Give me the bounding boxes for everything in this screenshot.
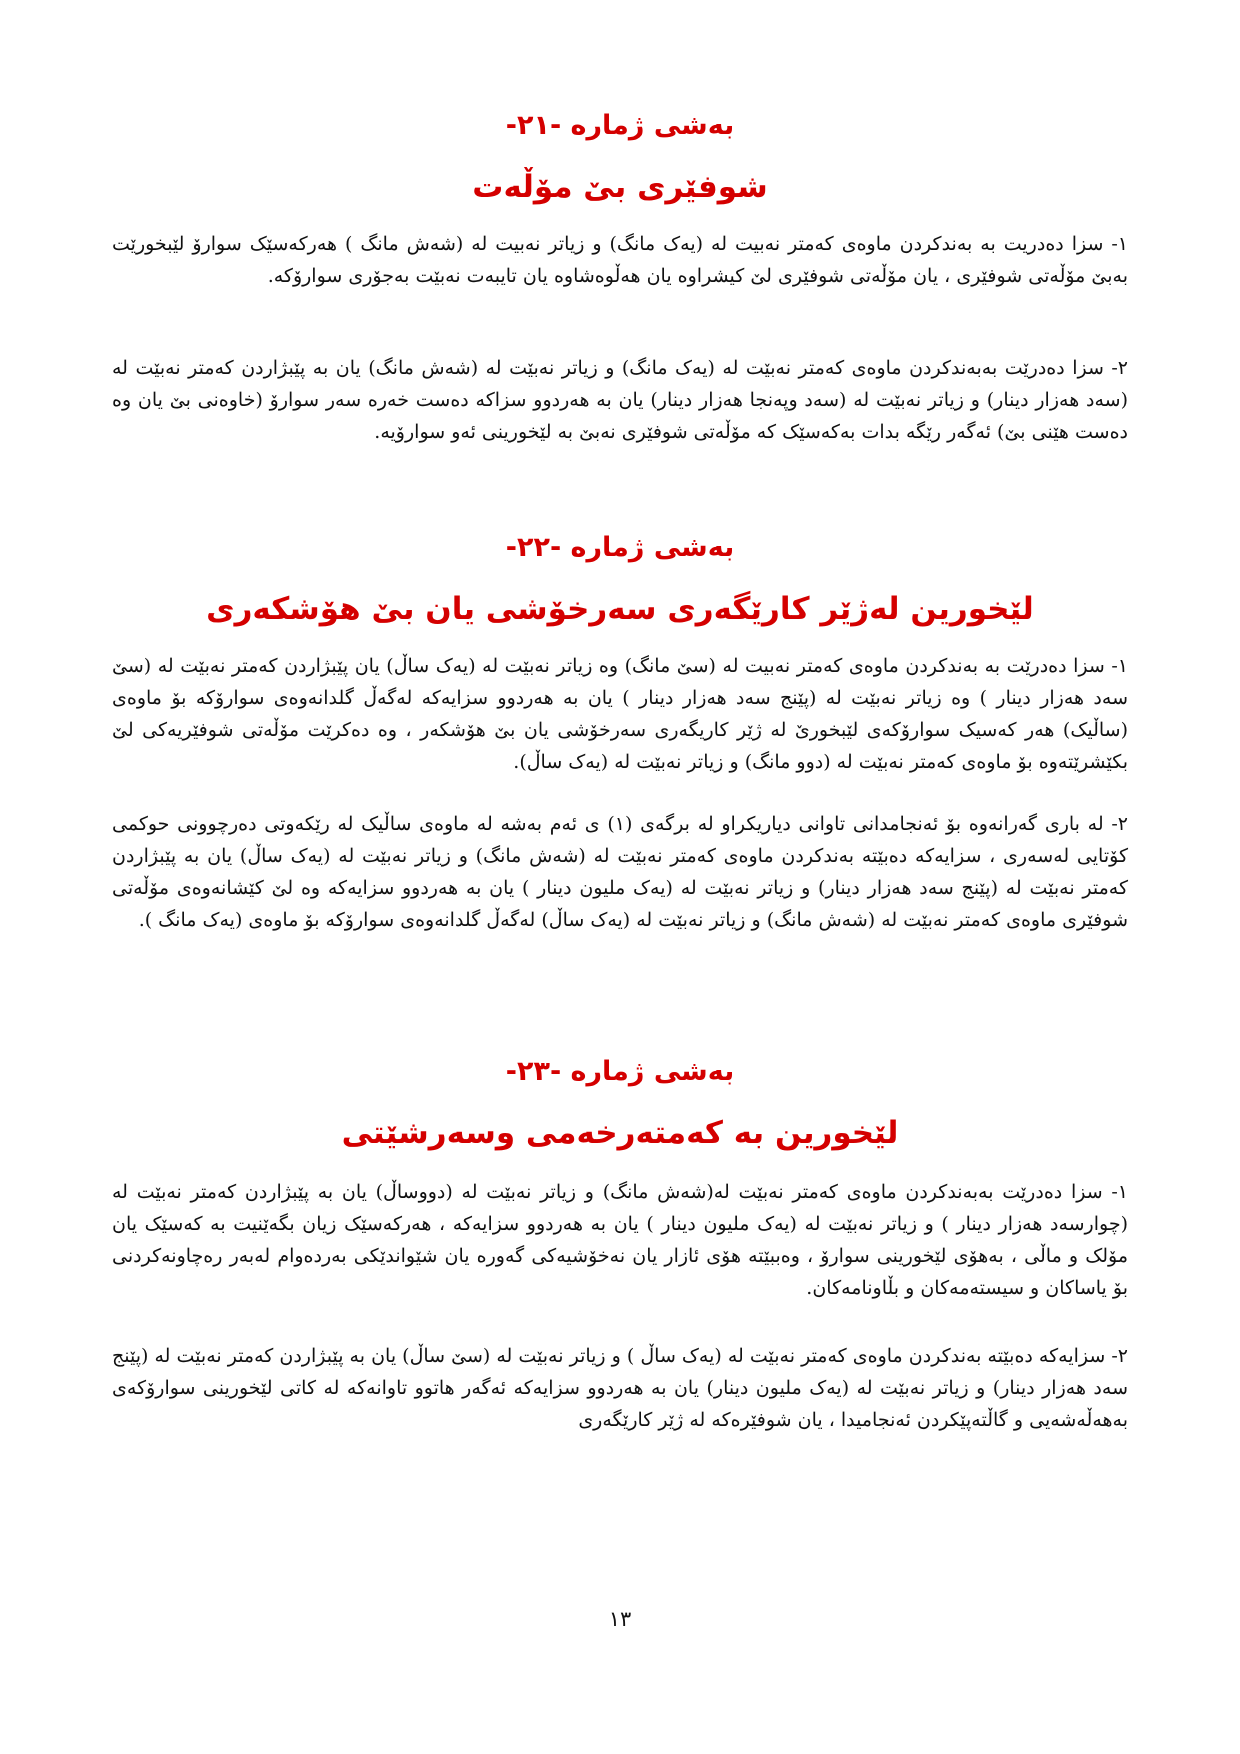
section-22-paragraph-2: ٢- لە باری گەرانەوە بۆ ئەنجامدانی تاوانی دیاریکراو لە برگەی (١) ی ئەم بەشە لە ماوەی ساڵیک لە رێکەوتی دەرچوونی حوکمی کۆتایی لەسەری ، سزایەکە دەبێتە بەندکردن ماوەی کەمتر نەبێت لە (شەش مانگ) و زیاتر نەبێت لە (یەک ساڵ) یان بە پێبژاردن کەمتر نەبێت لە (پێنج سەد هەزار دینار) و زیاتر نەبێت لە (یەک ملیون دینار ) یان بە هەردوو سزایەکە وە لێ کێشانەوەی مۆڵەتی شوفێری ماوەی کەمتر نەبێت لە (شەش مانگ) و زیاتر نەبێت لە (یەک ساڵ) لەگەڵ گلدانەوەی سوارۆکە بۆ ماوەی (یەک مانگ ). — [112, 813, 1128, 931]
section-23-number: بەشی ژمارە -٢٣- — [505, 1056, 735, 1087]
section-22-number: بەشی ژمارە -٢٢- — [505, 532, 735, 563]
section-22-paragraph-1: ١- سزا دەدرێت بە بەندکردن ماوەی کەمتر نەبیت لە (سێ مانگ) وە زیاتر نەبێت لە (یەک ساڵ) یان پێبژاردن کەمتر نەبێت لە (سێ سەد هەزار دینار ) وە زیاتر نەبێت لە (پێنج سەد هەزار دینار ) یان بە هەردوو سزایەکە لەگەڵ گلدانەوەی سوارۆکە بۆ ماوەی (ساڵیک) هەر کەسیک سوارۆکەی لێبخورێ لە ژێر کاریگەری سەرخۆشی یان بێ هۆشکەر ، وە دەکرێت مۆڵەتی شوفێریەکی لێ بکێشرێتەوە بۆ ماوەی کەمتر نەبێت لە (دوو مانگ) و زیاتر نەبێت لە (یەک ساڵ). — [112, 655, 1128, 773]
section-23-title: لێخورین بە کەمتەرخەمی وسەرشێتی — [341, 1115, 899, 1151]
section-21-paragraph-2: ٢- سزا دەدرێت بەبەندکردن ماوەی کەمتر نەبێت لە (یەک مانگ) و زیاتر نەبێت لە (شەش مانگ) یان بە پێبژاردن کەمتر نەبێت لە (سەد هەزار دینار) و زیاتر نەبێت لە (سەد وپەنجا هەزار دینار) یان بە هەردوو سزاکە دەست خەرە سەر سوارۆ (خاوەنی بێ یان وە دەست هێنی بێ) ئەگەر رێگە بدات بەکەسێک کە مۆڵەتی شوفێری نەبێ بە لێخورینی ئەو سوارۆیە. — [112, 357, 1128, 443]
section-23-paragraph-2: ٢- سزایەکە دەبێتە بەندکردن ماوەی کەمتر نەبێت لە (یەک ساڵ ) و زیاتر نەبێت لە (سێ ساڵ) یان بە پێبژاردن کەمتر نەبێت لە (پێنج سەد هەزار دینار) و زیاتر نەبێت لە (یەک ملیون دینار) یان بە هەردوو سزایەکە ئەگەر هاتوو تاوانەکە لە کاتی لێخورینی سوارۆکەی بەهەڵەشەیی و گاڵتەپێکردن ئەنجامیدا ، یان شوفێرەکە لە ژێر کارێگەری — [112, 1345, 1128, 1431]
section-23-paragraph-1: ١- سزا دەدرێت بەبەندکردن ماوەی کەمتر نەبێت لە(شەش مانگ) و زیاتر نەبێت لە (دووساڵ) یان بە پێبژاردن کەمتر نەبێت لە (چوارسەد هەزار دینار ) و زیاتر نەبێت لە (یەک ملیون دینار ) یان بە هەردوو سزایەکە ، هەرکەسێک زیان بگەێنیت بە کەسێک یان مۆلک و ماڵی ، بەهۆی لێخورینی سوارۆ ، وەببێتە هۆی ئازار یان نەخۆشیەکی گەورە یان شێواندێکی بەردەوام لەبەر رەچاونەکردنی بۆ یاساکان و سیستەمەکان و بڵاونامەکان. — [112, 1181, 1128, 1299]
section-21-number: بەشی ژمارە -٢١- — [505, 110, 735, 141]
section-21-title: شوفێری بێ مۆڵەت — [472, 169, 768, 205]
page-number: ١٣ — [608, 1607, 632, 1631]
section-22-title: لێخورین لەژێر کارێگەری سەرخۆشی یان بێ هۆشکەری — [206, 591, 1034, 627]
section-21-paragraph-1: ١- سزا دەدریت بە بەندکردن ماوەی کەمتر نەبیت لە (یەک مانگ) و زیاتر نەبیت لە (شەش مانگ ) هەرکەسێک سوارۆ لێبخورێت بەبێ مۆڵەتی شوفێری ، یان مۆڵەتی شوفێری لێ کیشراوە یان هەڵوەشاوە یان تایبەت نەبێت بەجۆری سوارۆکە. — [112, 233, 1128, 287]
